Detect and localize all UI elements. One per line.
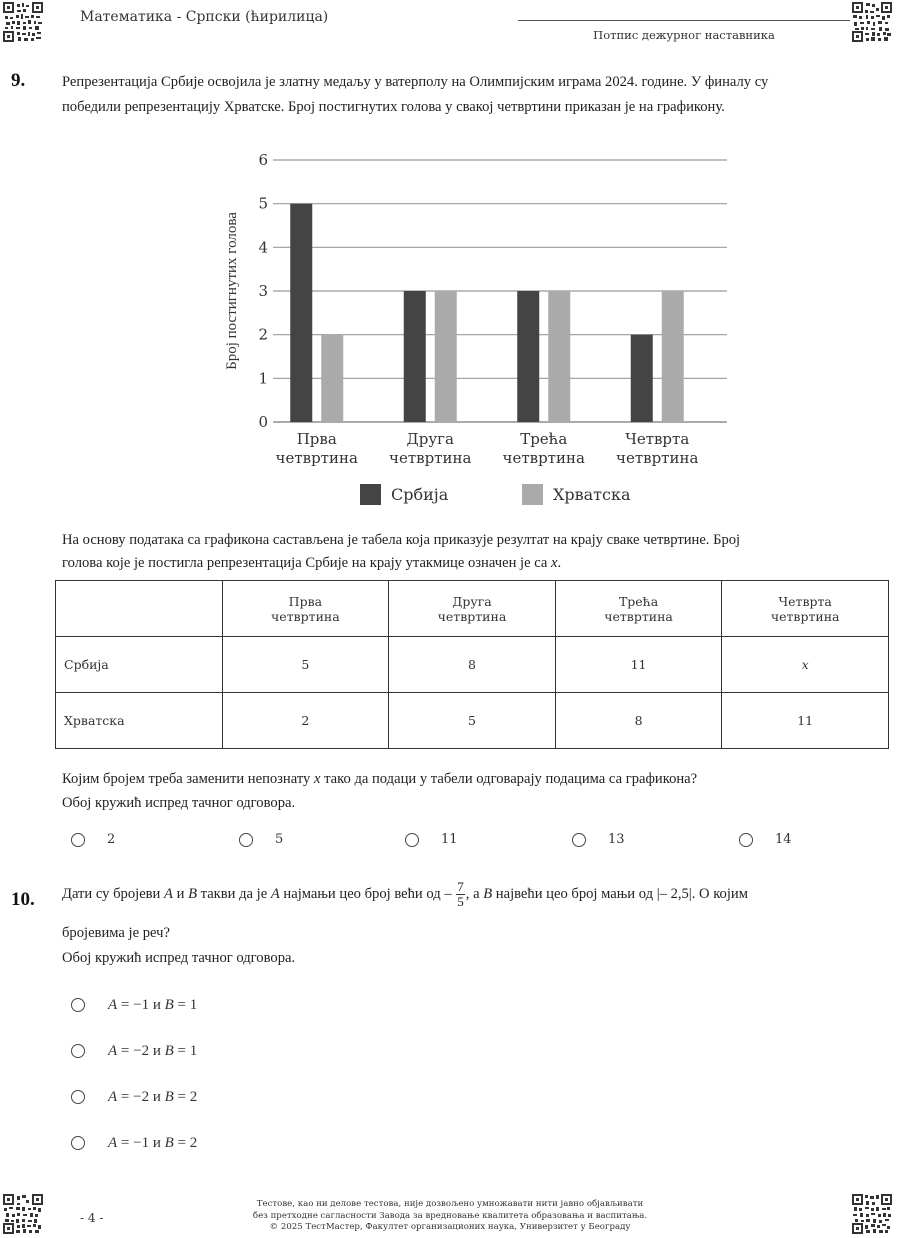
var-b: B [164,1089,174,1105]
q10-text: Дати су бројеви [62,885,165,902]
y-tick-label: 1 [258,369,268,388]
option-label: 2 [107,832,116,847]
results-table [55,580,889,749]
legend-swatch [522,484,543,505]
q10-text: најмањи цео број већи од – [279,885,456,902]
table-cell: 8 [555,693,722,749]
variable-x: x [313,771,321,787]
y-tick-label: 4 [258,238,268,257]
bar-chart [0,0,900,520]
table-cell: 11 [555,637,722,693]
y-tick-label: 0 [258,413,268,431]
bar-hrvatska [662,291,684,422]
header-line2: четвртина [437,608,507,624]
x-tick-label: четвртина [389,449,472,467]
y-tick-label: 2 [258,325,268,344]
option-label [108,1089,197,1106]
value-b: = 1 [173,1043,198,1059]
q10-text: и [172,885,189,902]
option-label [108,997,197,1014]
x-tick-label: четвртина [502,449,585,467]
question-text: Којим бројем треба заменити непознату [62,771,314,787]
value-a: = −2 и [117,1089,165,1105]
header-line2: четвртина [770,608,840,624]
row-label: Хрватска [56,693,223,749]
table-intro-end: . [557,555,562,571]
variable-x: x [551,555,558,571]
fraction-numerator: 7 [457,879,464,894]
variable-a: A [164,885,173,902]
table-row [56,693,889,749]
option-label: 5 [275,832,284,847]
bar-srbija [290,204,312,422]
option-radio[interactable] [71,1136,85,1150]
q10-instruction: Обој кружић испред тачног одговора. [62,950,296,966]
table-header-cell [389,581,556,637]
bar-srbija [631,335,653,422]
option-radio[interactable] [739,833,753,847]
option-radio[interactable] [71,998,85,1012]
table-cell: 5 [222,637,389,693]
footer-line: Тестове, као ни делове тестова, није дозвољено умножавати нити јавно објављивати [256,1199,644,1209]
option-radio[interactable] [239,833,253,847]
legend-swatch [360,484,381,505]
option-radio[interactable] [71,1044,85,1058]
var-b: B [164,997,174,1013]
q9-intro-line2: победили репрезентацију Хрватске. Број постигнутих голова у свакој четвртини приказан је на графикону. [62,99,725,115]
row-label: Србија [56,637,223,693]
header-line1: Трећа [618,593,659,609]
option-radio[interactable] [71,833,85,847]
table-intro-text: голова које је постигла репрезентација Србије на крају утакмице означен је са [62,555,551,571]
q10-text-line2: бројевима је реч? [62,925,170,941]
y-tick-label: 3 [258,282,268,300]
legend-label: Хрватска [553,485,631,504]
q10-text: такви да је [196,885,271,902]
value-b: = 2 [173,1135,198,1151]
var-b: B [164,1135,174,1151]
table-cell: x [722,637,889,693]
footer-line: без претходне сагласности Завода за вредновање квалитета образовања и васпитања. [252,1210,648,1221]
table-cell: 5 [389,693,556,749]
y-tick-label: 5 [258,194,268,213]
value-a: = −1 и [117,997,165,1013]
legend-label: Србија [391,485,449,504]
x-tick-label: Трећа [520,430,568,448]
x-tick-label: четвртина [616,449,699,467]
x-tick-label: Четврта [625,430,690,448]
q10-text: , а [465,885,484,902]
table-header-cell [722,581,889,637]
table-intro-line2 [62,551,561,576]
option-radio[interactable] [572,833,586,847]
y-tick-label: 6 [258,151,268,169]
q10-text: највећи цео број мањи од |– 2,5|. О којим [492,885,748,902]
variable-b: B [483,885,493,902]
var-a: A [108,1135,118,1151]
header-line1: Друга [452,593,492,609]
qr-code-icon [852,1194,892,1234]
table-header-empty [56,581,223,637]
table-header-row [56,581,889,637]
option-label: 11 [441,832,458,847]
option-radio[interactable] [405,833,419,847]
option-label: 14 [775,832,792,847]
value-a: = −2 и [117,1043,165,1059]
question-number-10: 10. [11,889,35,910]
value-a: = −1 и [117,1135,165,1151]
q10-text-line1 [62,880,748,909]
question-number-9: 9. [11,70,26,91]
bar-srbija [517,291,539,422]
footer-notice [220,1199,680,1234]
option-label [108,1043,197,1060]
table-cell: 2 [222,693,389,749]
bar-hrvatska [321,335,343,422]
header-line2: четвртина [271,608,340,624]
q9-instruction: Обој кружић испред тачног одговора. [62,795,296,811]
question-text: тако да подаци у табели одговарају подацима са графикона? [320,771,698,787]
table-cell: 11 [722,693,889,749]
header-line2: четвртина [604,608,673,624]
var-b: B [164,1043,174,1059]
header-line1: Четврта [778,593,832,609]
var-a: A [108,997,118,1013]
var-a: A [108,1089,118,1105]
option-radio[interactable] [71,1090,85,1104]
table-row [56,637,889,693]
x-tick-label: Друга [406,430,454,448]
table-header-cell [222,581,389,637]
bar-srbija [404,291,426,422]
signature-label: Потпис дежурног наставника [593,28,775,42]
y-axis-label: Број постигнутих голова [224,212,240,370]
subject-title: Математика - Српски (ћирилица) [80,9,329,25]
variable-b: B [188,885,197,902]
var-a: A [108,1043,118,1059]
option-label [108,1135,197,1152]
x-tick-label: четвртина [275,449,358,467]
table-intro-line1: На основу података са графикона састављена је табела која приказује резултат на крају сваке четвртине. Број [62,532,741,548]
header-line1: Прва [288,593,323,609]
page-number: - 4 - [80,1211,104,1225]
qr-code-icon [3,1194,43,1234]
q9-intro-line1: Репрезентација Србије освојила је златну медаљу у ватерполу на Олимпијским играма 2024. године. У финалу су [62,74,769,90]
footer-line: © 2025 ТестМастер, Факултет организационих наука, Универзитет у Београду [269,1222,631,1232]
fraction [456,880,465,909]
q9-question [62,767,697,792]
fraction-denominator: 5 [457,894,464,909]
value-b: = 2 [173,1089,198,1105]
bar-hrvatska [435,291,457,422]
table-header-cell [555,581,722,637]
table-cell: 8 [389,637,556,693]
x-tick-label: Прва [296,430,337,448]
value-b: = 1 [173,997,198,1013]
variable-a: A [270,885,280,902]
option-label: 13 [608,832,625,847]
bar-hrvatska [548,291,570,422]
